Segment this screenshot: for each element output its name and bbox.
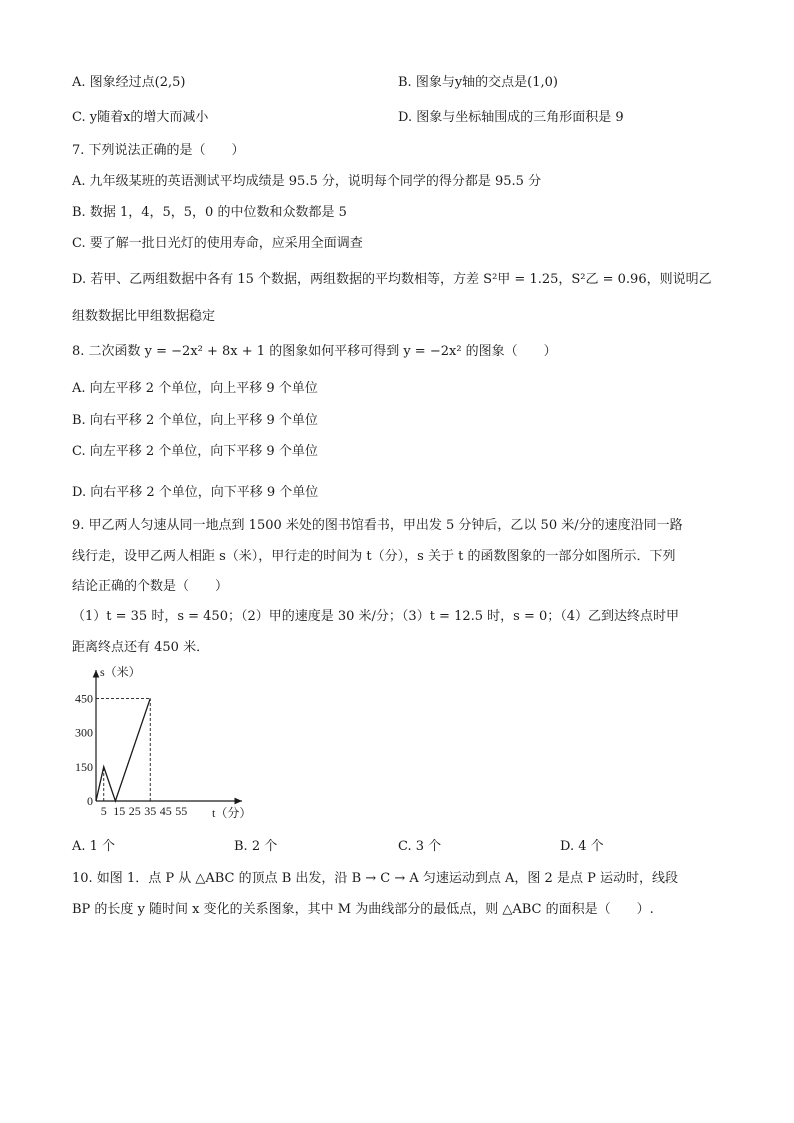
y-tick-label: 0 — [87, 794, 93, 808]
q7-option-c: C. 要了解一批日光灯的使用寿命，应采用全面调查 — [72, 236, 363, 251]
q7-stem: 7. 下列说法正确的是（ ） — [72, 143, 245, 158]
q9-option-b: B. 2 个 — [234, 839, 278, 854]
q6-option-a: A. 图象经过点(2,5) — [72, 75, 186, 90]
y-tick-label: 450 — [75, 691, 93, 706]
graph-y-label: s（米） — [100, 665, 141, 679]
q9-option-c: C. 3 个 — [398, 839, 442, 854]
graph-x-label: t（分） — [212, 806, 252, 820]
q8-option-b: B. 向右平移 2 个单位，向上平移 9 个单位 — [72, 413, 318, 428]
q7-option-a: A. 九年级某班的英语测试平均成绩是 95.5 分，说明每个同学的得分都是 95.5 分 — [72, 174, 542, 189]
q7-option-d-line2: 组数数据比甲组数据稳定 — [72, 309, 216, 324]
q7-option-b: B. 数据 1，4，5，5，0 的中位数和众数都是 5 — [72, 205, 347, 220]
graph-x-ticks — [101, 804, 188, 818]
q9-option-d: D. 4 个 — [560, 839, 604, 854]
q6-option-d: D. 图象与坐标轴围成的三角形面积是 9 — [398, 110, 624, 125]
y-tick-label: 300 — [75, 725, 93, 740]
graph-y-ticks — [75, 691, 93, 808]
q7-option-d-line1: D. 若甲、乙两组数据中各有 15 个数据，两组数据的平均数相等，方差 S²甲 = 1.25，S²乙 = 0.96，则说明乙 — [72, 272, 712, 287]
x-tick-label: 35 — [144, 804, 157, 818]
q8-option-d: D. 向右平移 2 个单位，向下平移 9 个单位 — [72, 485, 319, 500]
x-tick-label: 25 — [128, 804, 141, 818]
q10-stem-line2: BP 的长度 y 随时间 x 变化的关系图象，其中 M 为曲线部分的最低点，则 △ABC 的面积是（ ）. — [72, 902, 654, 917]
q8-stem: 8. 二次函数 y = −2x² + 8x + 1 的图象如何平移可得到 y = −2x² 的图象（ ） — [72, 344, 557, 359]
q8-option-c: C. 向左平移 2 个单位，向下平移 9 个单位 — [72, 444, 318, 459]
q9-stem-line2: 线行走，设甲乙两人相距 s（米），甲行走的时间为 t（分），s 关于 t 的函数图象的一部分如图所示．下列 — [72, 549, 676, 564]
q9-stem-line3: 结论正确的个数是（ ） — [72, 579, 229, 594]
graph-axes — [96, 670, 242, 801]
x-tick-label: 45 — [159, 804, 172, 818]
x-tick-label: 5 — [100, 804, 107, 818]
q9-graph — [72, 664, 262, 824]
y-tick-label: 150 — [75, 759, 93, 774]
q9-option-a: A. 1 个 — [72, 839, 116, 854]
q10-stem-line1: 10. 如图 1．点 P 从 △ABC 的顶点 B 出发，沿 B → C → A 匀速运动到点 A，图 2 是点 P 运动时，线段 — [72, 871, 678, 886]
q9-stem-line1: 9. 甲乙两人匀速从同一地点到 1500 米处的图书馆看书，甲出发 5 分钟后，乙以 50 米/分的速度沿同一路 — [72, 518, 683, 533]
graph-dashed-guides — [96, 698, 150, 801]
q6-option-b: B. 图象与y轴的交点是(1,0) — [398, 75, 558, 90]
q9-conditions-line2: 距离终点还有 450 米． — [72, 640, 210, 655]
q6-option-c: C. y随着x的增大而减小 — [72, 110, 209, 125]
x-tick-label: 55 — [175, 804, 188, 818]
q9-conditions-line1: （1）t = 35 时，s = 450；（2）甲的速度是 30 米/分；（3）t = 12.5 时，s = 0；（4）乙到达终点时甲 — [72, 609, 680, 624]
q8-option-a: A. 向左平移 2 个单位，向上平移 9 个单位 — [72, 381, 318, 396]
x-tick-label: 15 — [113, 804, 126, 818]
